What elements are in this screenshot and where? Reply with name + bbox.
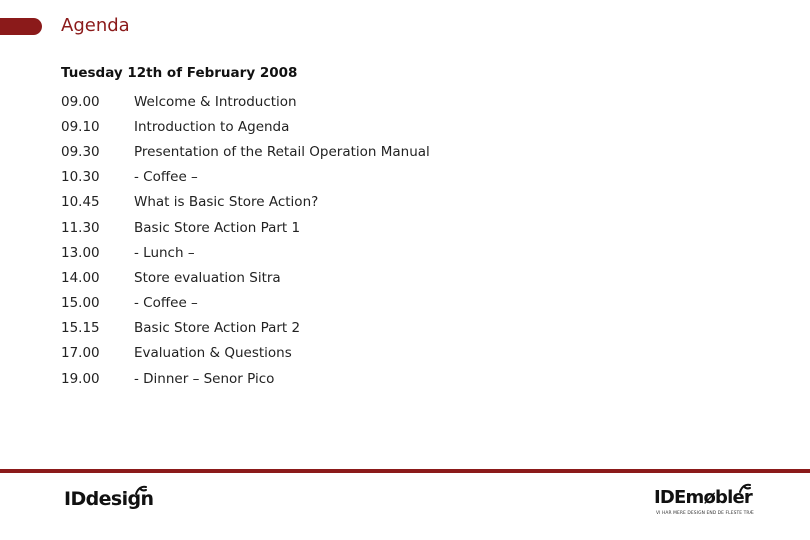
agenda-row (61, 165, 430, 190)
agenda-row (61, 265, 430, 290)
iddesign-logo (64, 482, 156, 518)
agenda-row (61, 139, 430, 164)
agenda-item: Basic Store Action Part 1 (134, 219, 301, 236)
agenda-row (61, 114, 430, 139)
agenda-time: 17.00 (61, 345, 100, 362)
agenda-item: Presentation of the Retail Operation Manual (134, 143, 430, 160)
agenda-time: 10.45 (61, 194, 100, 211)
agenda-item: - Coffee – (134, 295, 198, 312)
agenda-row (61, 89, 430, 114)
agenda-item: - Coffee – (134, 169, 198, 186)
agenda-row (61, 190, 430, 215)
agenda-time: 15.15 (61, 320, 100, 337)
agenda-row (61, 341, 430, 366)
agenda-item: - Lunch – (134, 244, 195, 261)
iddesign-logo-text: IDdesign (64, 488, 154, 510)
agenda-time: 14.00 (61, 269, 100, 286)
agenda-item: Basic Store Action Part 2 (134, 320, 301, 337)
agenda-time: 19.00 (61, 370, 100, 387)
swirl-mark-icon (134, 484, 148, 496)
agenda-row (61, 215, 430, 240)
agenda-list (61, 89, 430, 391)
footer-divider (0, 469, 810, 473)
agenda-time: 15.00 (61, 295, 100, 312)
agenda-time: 10.30 (61, 169, 100, 186)
agenda-time: 11.30 (61, 219, 100, 236)
title-accent-bar (0, 18, 42, 35)
agenda-row (61, 240, 430, 265)
agenda-item: What is Basic Store Action? (134, 194, 319, 211)
agenda-date: Tuesday 12th of February 2008 (61, 65, 298, 81)
idemobler-logo-text: IDEmøbler (654, 487, 752, 508)
agenda-item: Evaluation & Questions (134, 345, 292, 362)
agenda-item: - Dinner – Senor Pico (134, 370, 275, 387)
agenda-item: Store evaluation Sitra (134, 269, 281, 286)
agenda-item: Welcome & Introduction (134, 93, 297, 110)
agenda-time: 09.30 (61, 143, 100, 160)
agenda-item: Introduction to Agenda (134, 118, 290, 135)
idemobler-logo (654, 482, 756, 522)
agenda-row (61, 316, 430, 341)
swirl-mark-icon (738, 482, 752, 494)
agenda-row (61, 291, 430, 316)
page-title: Agenda (61, 15, 130, 36)
agenda-time: 13.00 (61, 244, 100, 261)
agenda-time: 09.00 (61, 93, 100, 110)
idemobler-tagline: VI HAR MERE DESIGN END DE FLESTE TRÆ (656, 511, 754, 516)
agenda-time: 09.10 (61, 118, 100, 135)
agenda-row (61, 366, 430, 391)
